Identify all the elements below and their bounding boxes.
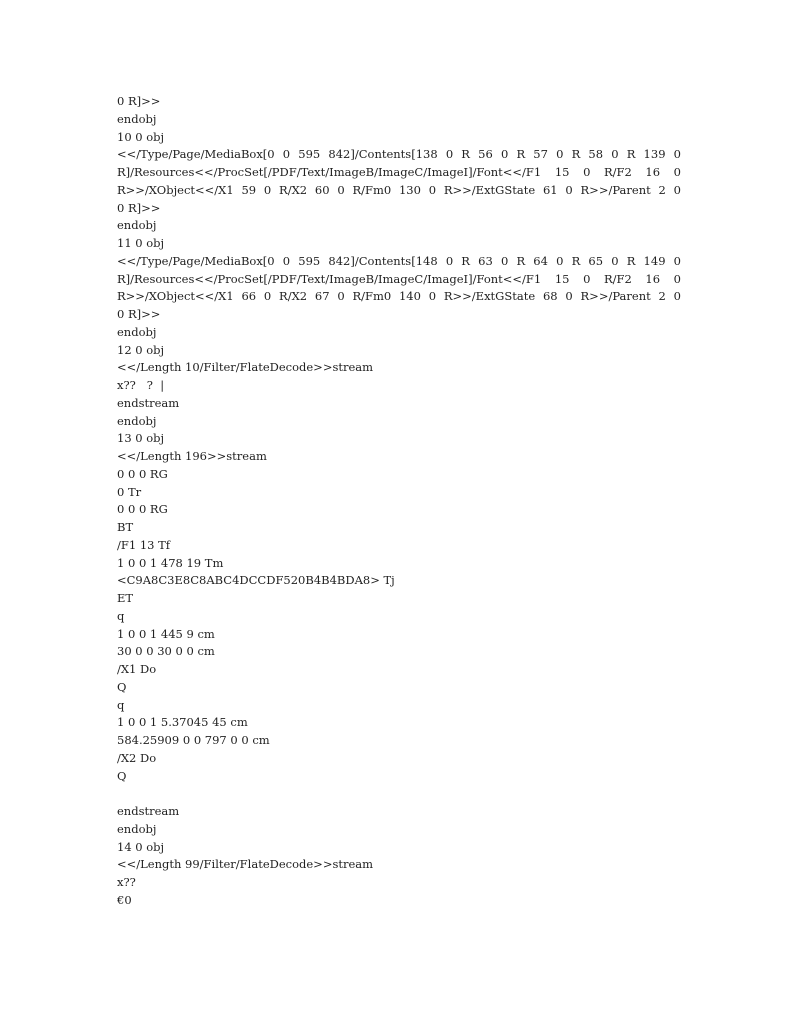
text-line: 12 0 obj — [117, 342, 165, 357]
text-line: R]/Resources<</ProcSet[/PDF/Text/ImageB/ImageC/ImageI]/Font<</F1 15 0 R/F2 16 0 — [117, 165, 681, 179]
text-line: /X1 Do — [117, 662, 157, 676]
text-line: Q — [117, 768, 127, 783]
text-line: q — [117, 608, 125, 623]
text-line: endstream — [117, 395, 180, 410]
text-line: <</Type/Page/MediaBox[0 0 595 842]/Contents[148 0 R 63 0 R 64 0 R 65 0 R 149 0 — [117, 253, 681, 268]
text-line: 0 R]>> — [117, 307, 161, 321]
text-line: endobj — [117, 111, 157, 126]
text-line: 1 0 0 1 5.37045 45 cm — [117, 715, 248, 730]
text-line: x?? — [117, 875, 136, 889]
text-line: endstream — [117, 804, 180, 818]
text-line: BT — [117, 520, 134, 534]
text-line: R]/Resources<</ProcSet[/PDF/Text/ImageB/ImageC/ImageI]/Font<</F1 15 0 R/F2 16 0 — [117, 271, 681, 286]
text-line: endobj — [117, 324, 157, 339]
text-line: endobj — [117, 218, 157, 233]
text-line: 0 R]>> — [117, 94, 161, 108]
text-line: 1 0 0 1 478 19 Tm — [117, 555, 224, 570]
pdf-source-text — [117, 93, 681, 910]
text-line: 0 R]>> — [117, 200, 161, 215]
text-line: <</Type/Page/MediaBox[0 0 595 842]/Contents[138 0 R 56 0 R 57 0 R 58 0 R 139 0 — [117, 147, 681, 162]
text-line: €0 — [117, 892, 132, 907]
text-line: endobj — [117, 413, 157, 428]
text-line: R>>/XObject<</X1 66 0 R/X2 67 0 R/Fm0 140 0 R>>/ExtGState 68 0 R>>/Parent 2 0 — [117, 289, 681, 304]
text-line: Q — [117, 679, 127, 694]
text-line: 584.25909 0 0 797 0 0 cm — [117, 733, 270, 747]
text-line: 0 0 0 RG — [117, 502, 168, 517]
text-line: 0 Tr — [117, 484, 142, 499]
text-line: q — [117, 697, 125, 712]
text-line: 14 0 obj — [117, 839, 165, 854]
text-line: 1 0 0 1 445 9 cm — [117, 626, 215, 641]
text-line: 30 0 0 30 0 0 cm — [117, 644, 215, 659]
text-line: 10 0 obj — [117, 129, 165, 144]
text-line: 11 0 obj — [117, 236, 165, 250]
text-line: <</Length 196>>stream — [117, 449, 267, 463]
text-line: <C9A8C3E8C8ABC4DCCDF520B4B4BDA8> Tj — [117, 573, 395, 588]
text-line: 13 0 obj — [117, 431, 165, 446]
text-line: <</Length 99/Filter/FlateDecode>>stream — [117, 857, 374, 872]
text-line: /X2 Do — [117, 750, 157, 765]
text-line: R>>/XObject<</X1 59 0 R/X2 60 0 R/Fm0 130 0 R>>/ExtGState 61 0 R>>/Parent 2 0 — [117, 182, 681, 197]
text-line: x?? ? | — [117, 378, 165, 392]
text-line — [117, 785, 681, 803]
text-line: /F1 13 Tf — [117, 537, 171, 552]
text-line: <</Length 10/Filter/FlateDecode>>stream — [117, 360, 374, 375]
text-line: 0 0 0 RG — [117, 466, 168, 481]
text-line: endobj — [117, 821, 157, 836]
text-line: ET — [117, 591, 134, 605]
